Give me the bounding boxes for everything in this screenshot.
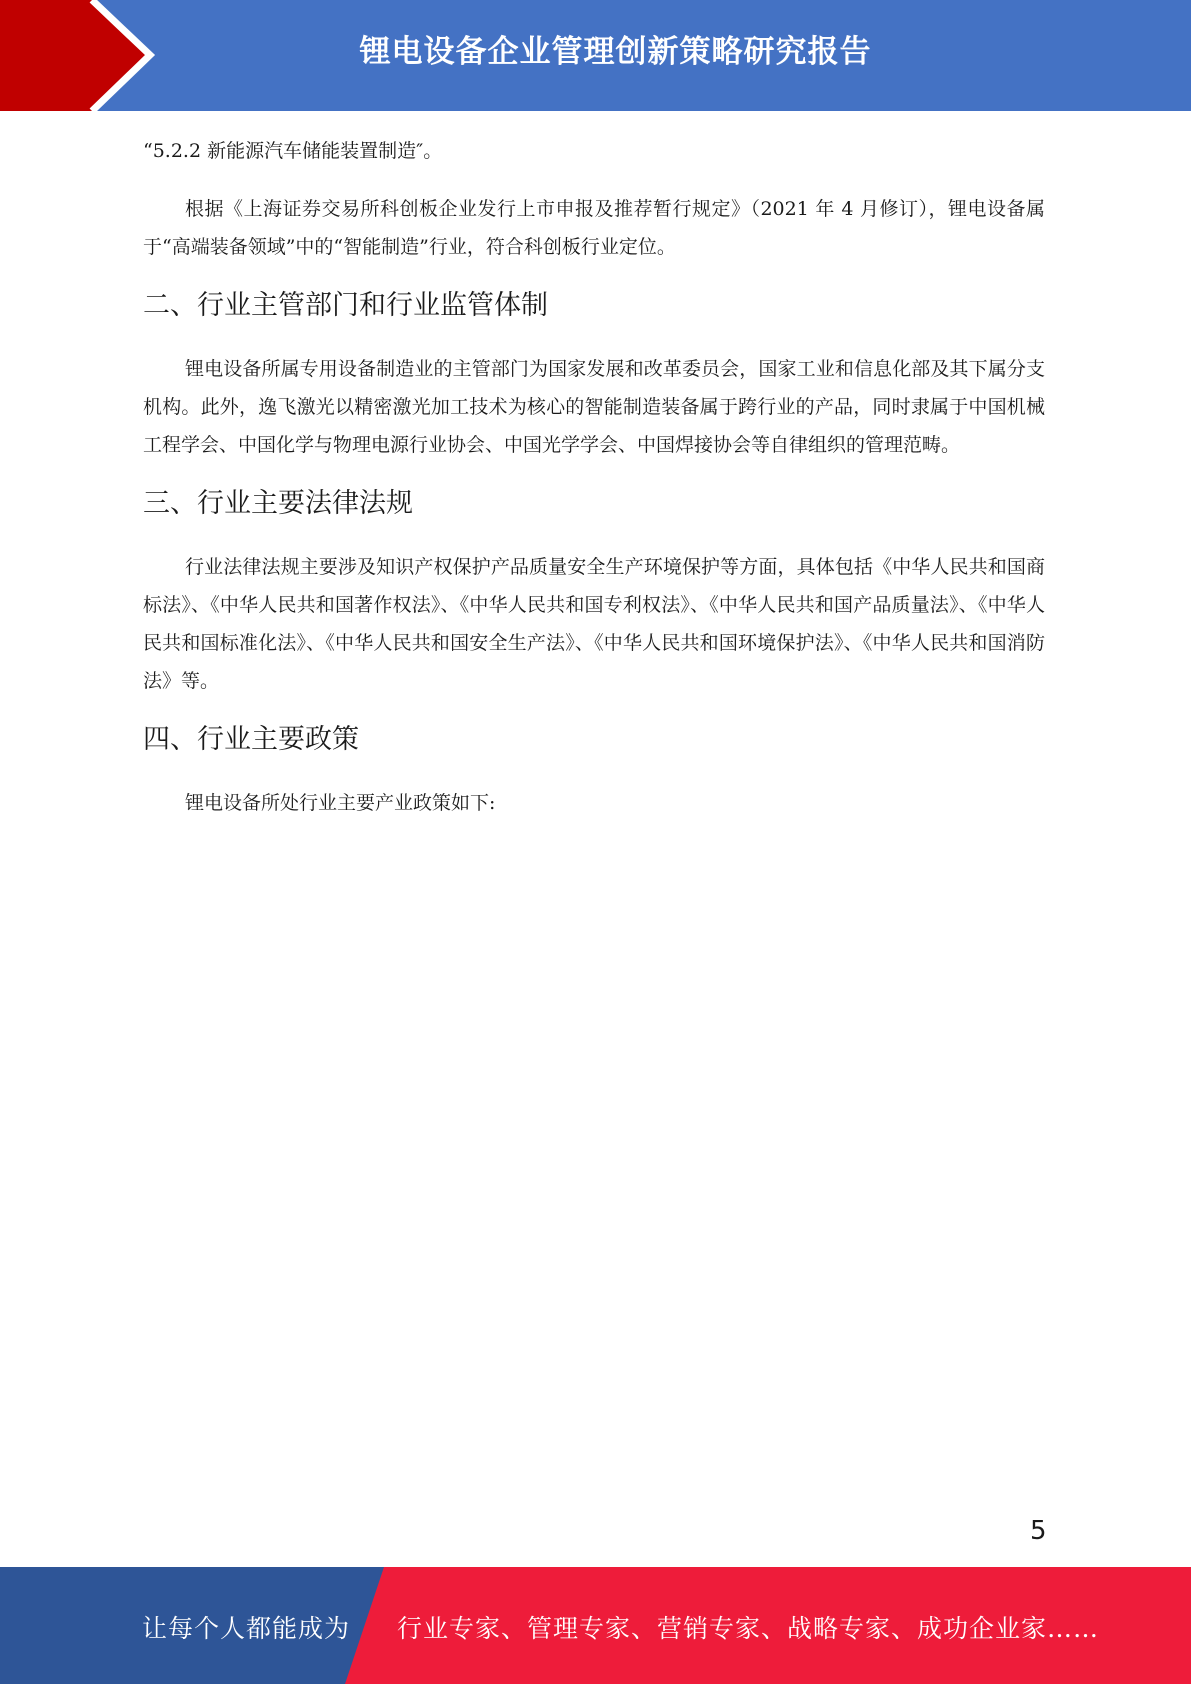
section-heading-laws: 三、行业主要法律法规 [143,488,413,519]
page-number: 5 [1030,1516,1047,1546]
document-body [143,132,1045,842]
paragraph-policies-intro: 锂电设备所处行业主要产业政策如下: [185,792,496,814]
paragraph-regulatory-authority: 锂电设备所属专用设备制造业的主管部门为国家发展和改革委员会，国家工业和信息化部及其下属分支机构。此外，逸飞激光以精密激光加工技术为核心的智能制造装备属于跨行业的产品，同时隶属于中国机械工程学会、中国化学与物理电源行业协会、中国光学学会、中国焊接协会等自律组织的管理范畴。 [143,358,1045,456]
section-heading-regulatory-authority: 二、行业主管部门和行业监管体制 [143,290,548,321]
section-heading-policies: 四、行业主要政策 [143,724,359,755]
footer-slogan-left: 让每个人都能成为 [142,1614,351,1643]
page-footer [0,1567,1191,1684]
document-title: 锂电设备企业管理创新策略研究报告 [359,34,872,70]
page-header [0,0,1191,111]
paragraph-laws: 行业法律法规主要涉及知识产权保护产品质量安全生产环境保护等方面，具体包括《中华人民共和国商标法》、《中华人民共和国著作权法》、《中华人民共和国专利权法》、《中华人民共和国产品质量法》、《中华人民共和国标准化法》、《中华人民共和国安全生产法》、《中华人民共和国环境保护法》、《中华人民共和国消防法》等。 [143,556,1045,692]
paragraph-continued: “5.2.2 新能源汽车储能装置制造″。 [143,140,443,162]
paragraph-star-market-classification: 根据《上海证券交易所科创板企业发行上市申报及推荐暂行规定》（2021 年 4 月修订），锂电设备属于“高端装备领域”中的“智能制造”行业，符合科创板行业定位。 [143,198,1045,258]
footer-slogan-right: 行业专家、管理专家、营销专家、战略专家、成功企业家…… [397,1614,1100,1643]
